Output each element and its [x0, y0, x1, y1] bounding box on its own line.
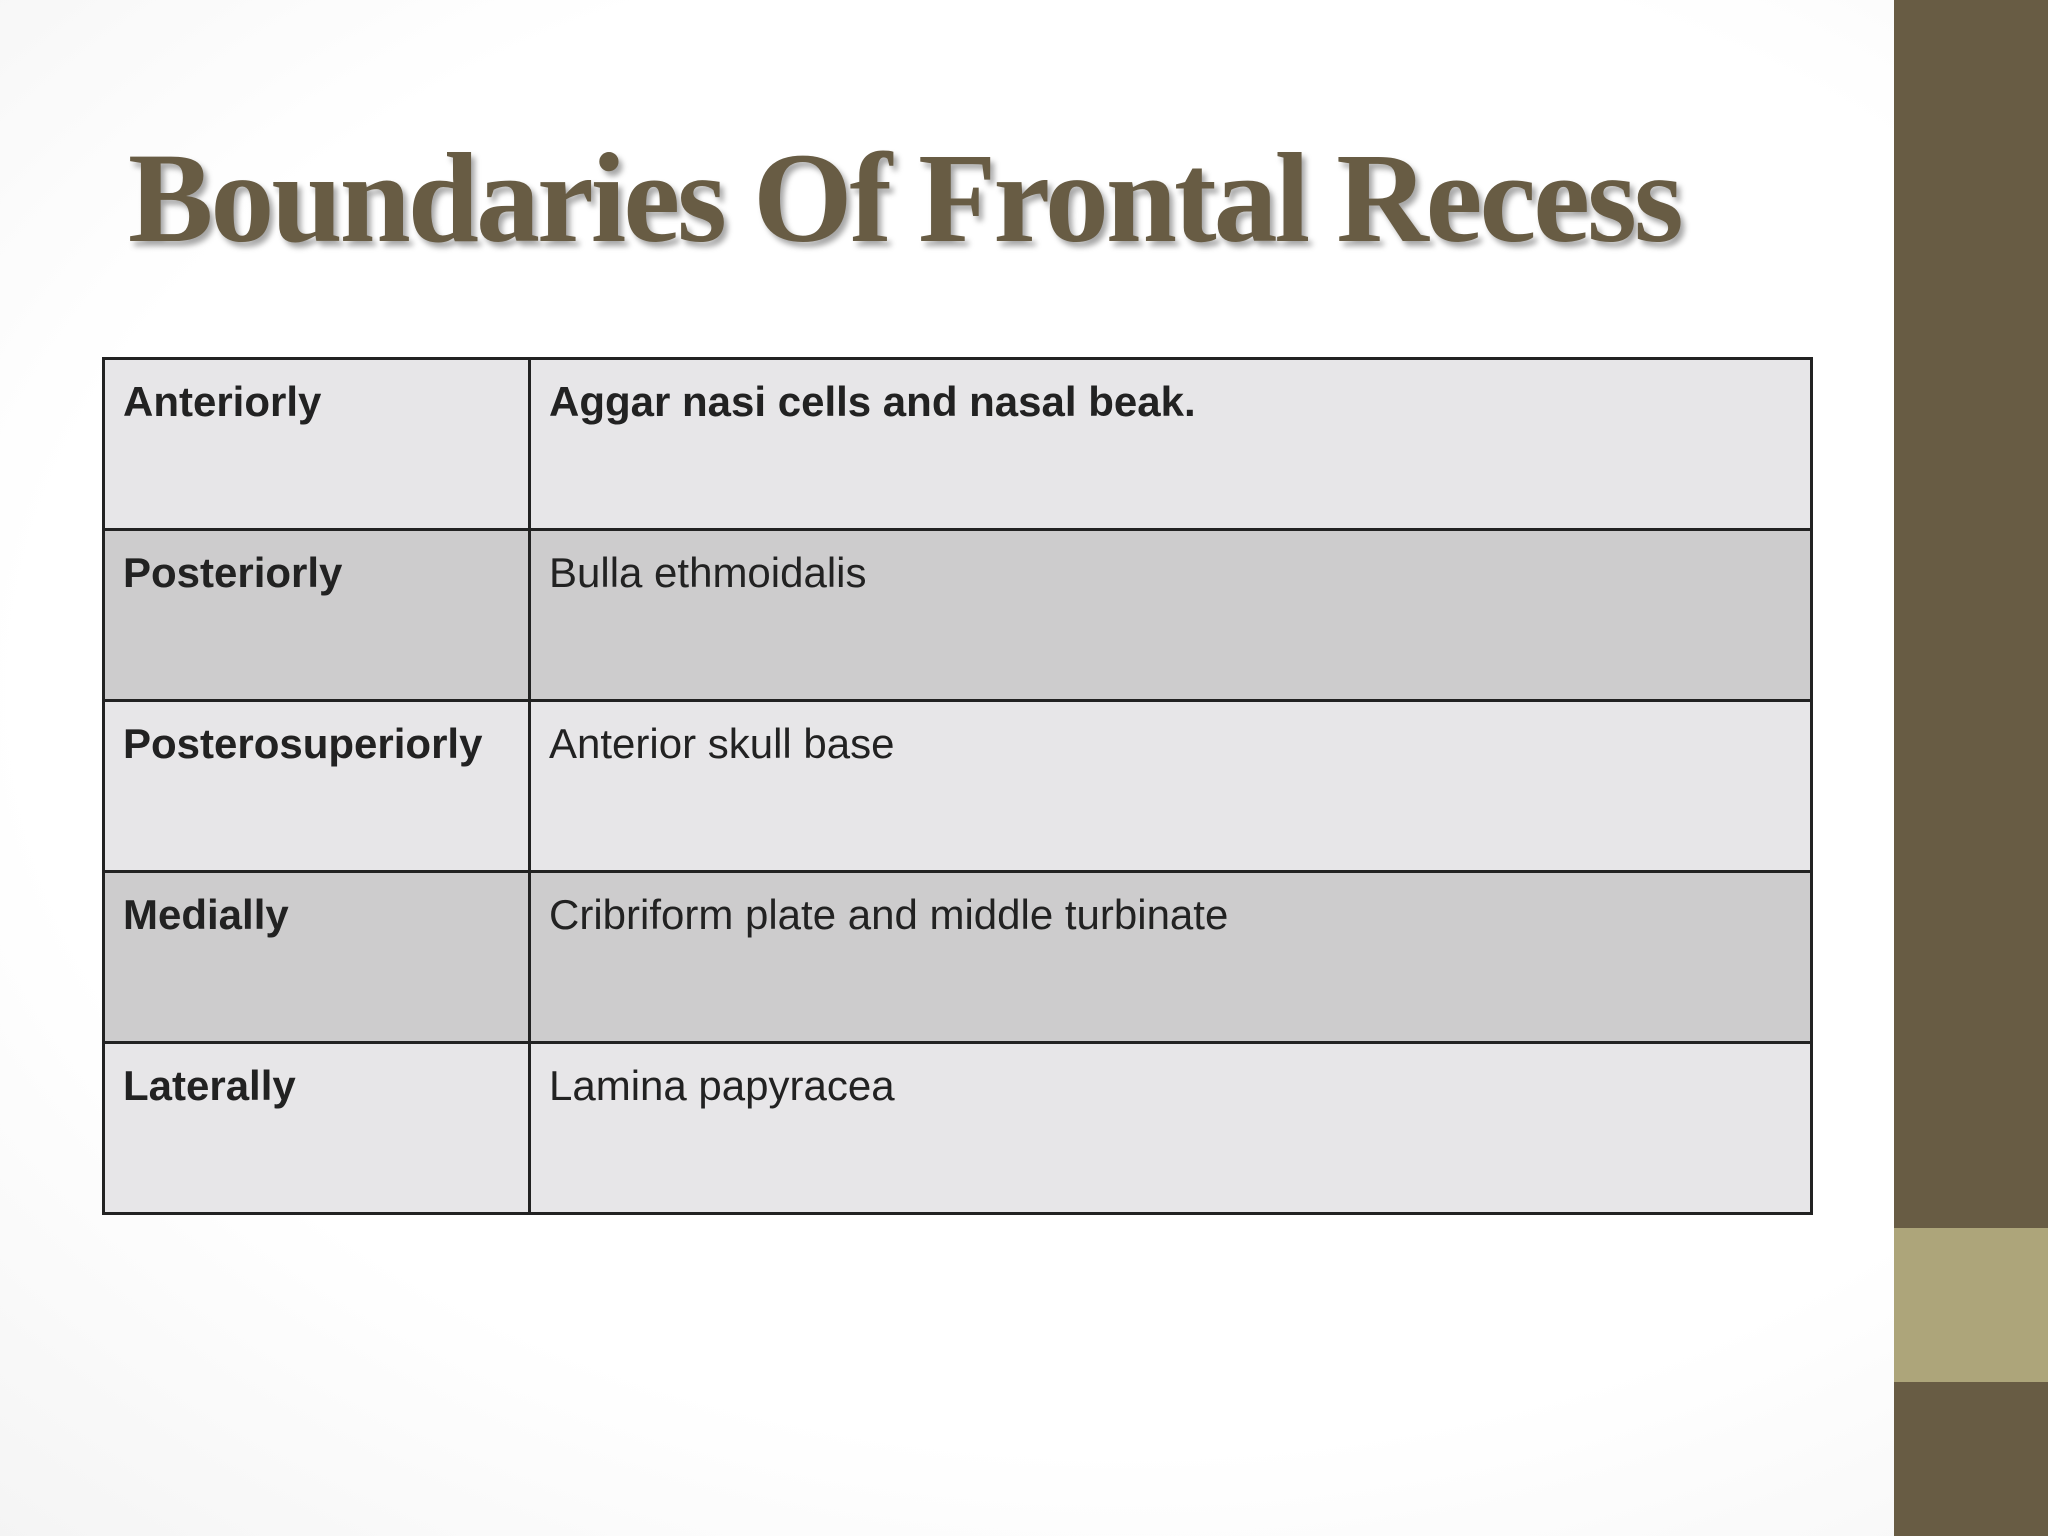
direction-cell: Laterally: [104, 1043, 530, 1214]
side-decoration-accent: [1894, 1228, 2048, 1382]
structure-cell: Aggar nasi cells and nasal beak.: [530, 359, 1812, 530]
direction-cell: Medially: [104, 872, 530, 1043]
table-row: [104, 530, 1812, 701]
direction-cell: Posterosuperiorly: [104, 701, 530, 872]
boundaries-table: [102, 357, 1813, 1215]
structure-cell: Lamina papyracea: [530, 1043, 1812, 1214]
table-row: [104, 1043, 1812, 1214]
structure-cell: Cribriform plate and middle turbinate: [530, 872, 1812, 1043]
structure-cell: Anterior skull base: [530, 701, 1812, 872]
table-row: [104, 872, 1812, 1043]
direction-cell: Anteriorly: [104, 359, 530, 530]
table-row: [104, 701, 1812, 872]
structure-cell: Bulla ethmoidalis: [530, 530, 1812, 701]
slide-title: Boundaries Of Frontal Recess: [128, 127, 1681, 269]
table-row: [104, 359, 1812, 530]
direction-cell: Posteriorly: [104, 530, 530, 701]
